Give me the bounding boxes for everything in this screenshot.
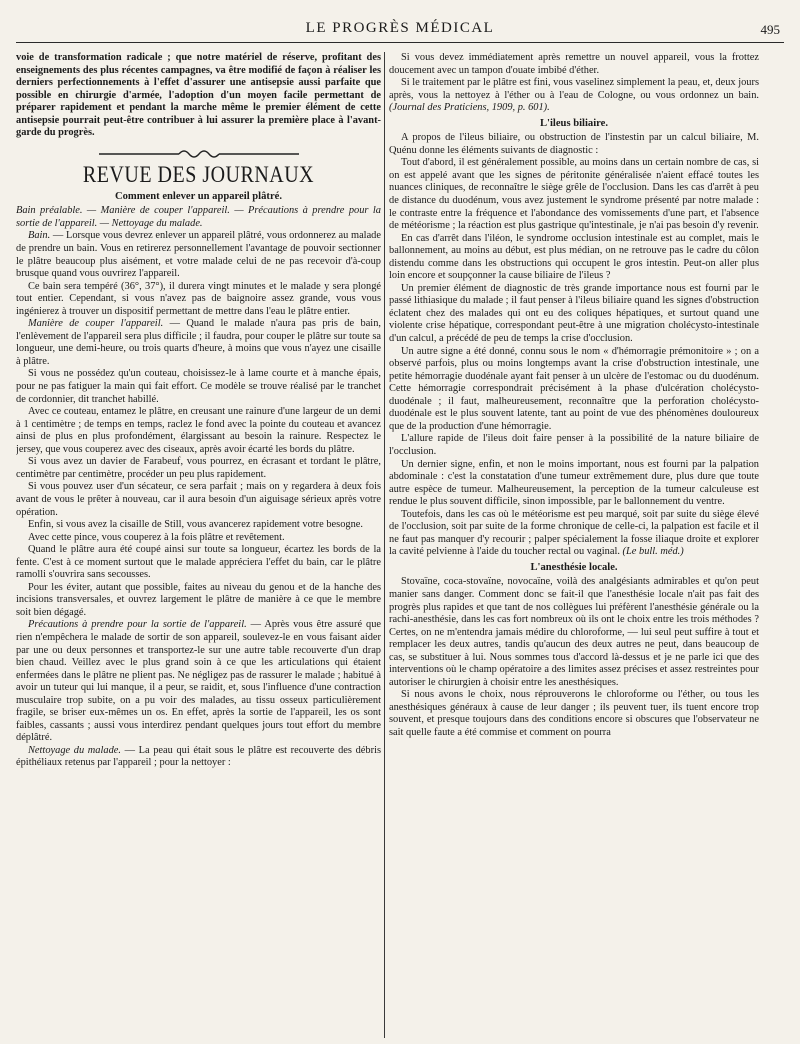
paragraph: Quand le plâtre aura été coupé ainsi sur toute sa longueur, écartez les bords de la fente. C'est à ce moment surtout que le malade appréciera l'effet du bain, car le plâtre ramolli s'ouvrira sans secousses. (16, 544, 381, 581)
paragraph: Si vous pouvez user d'un sécateur, ce sera parfait ; mais on y regardera à deux fois avant de vous le prêter à nouveau, car il aura besoin d'un aiguisage sérieux après votre opération. (16, 481, 381, 518)
source-citation: (Journal des Praticiens, 1909, p. 601). (389, 102, 550, 114)
section-title: REVUE DES JOURNAUX (82, 162, 315, 188)
ornament-divider (16, 147, 381, 161)
paragraph: Si vous avez un davier de Farabeuf, vous pourrez, en écrasant et tordant le plâtre, centimètre par centimètre, procéder un peu plus rapidement. (16, 456, 381, 480)
paragraph: Si nous avons le choix, nous réprouverons le chloroforme ou l'éther, ou tous les anesthésiques généraux à cause de leur danger ; ils peuvent tuer, ils tuent encore trop souvent, et presque toujours dans des conditions encore si obscures que l'observateur ne sait quelle faute a été commise et comment on pourra (389, 689, 759, 738)
paragraph: Bain. — Lorsque vous devrez enlever un appareil plâtré, vous ordonnerez au malade de prendre un bain. Vous en retirerez personnellement l'avantage de pouvoir sectionner le plâtre beaucoup plus aisément, et votre malade celui de ne pas recevoir d'à-coup brusque quand vous ouvrirez l'appareil. (16, 230, 381, 280)
paragraph: Pour les éviter, autant que possible, faites au niveau du genou et de la hanche des incisions transversales, et ouvrez largement le plâtre de manière à ce que le membre soit bien dégagé. (16, 581, 381, 618)
article-title: L'anesthésie locale. (530, 561, 618, 573)
article-title: L'ileus biliaire. (539, 117, 609, 129)
ornament-icon (99, 147, 299, 161)
paragraph: Si vous ne possédez qu'un couteau, choisissez-le à lame courte et à manche épais, pour ne pas fatiguer la main qui fait effort. Ce modèle se trouve réalisé par le tranchet de cordonnier, dit tranchet habillé. (16, 368, 381, 405)
paragraph: Avec ce couteau, entamez le plâtre, en creusant une rainure d'une largeur de un demi à 1 centimètre ; de temps en temps, raclez le fond avec la pointe du couteau et avancez ainsi de plus en plus profondément, élargissant au besoin la rainure. Respectez le jersey, que vous couperez avec des ciseaux, après avoir écarté les bords du plâtre. (16, 406, 381, 455)
paragraph: Précautions à prendre pour la sortie de l'appareil. — Après vous être assuré que rien n'empêchera le malade de sortir de son appareil, soulevez-le en vous faisant aider par une ou deux personnes et transportez-le sur une autre table recouverte d'un drap bien chaud. Veillez avec le plus grand soin à ce que les articulations qui étaient enfermées dans le plâtre ne plient pas. Ne négligez pas de rassurer le malade ; habitué à avoir un tuteur qui lui manque, il a peur, se raidit, et, sous l'influence d'une contraction musculaire trop subite, on a pu voir des malades, au tissu osseux particulièrement fragile, se briser eux-mêmes un os. En effet, après la sortie de l'appareil, les os sont faibles, cassants ; aussi vous interdirez pendant quelques jours tout effort du membre déplâtré. (16, 619, 381, 744)
journal-title: LE PROGRÈS MÉDICAL (305, 20, 495, 36)
paragraph: L'allure rapide de l'ileus doit faire penser à la possibilité de la nature biliaire de l'occlusion. (389, 433, 759, 457)
paragraph: Un premier élément de diagnostic de très grande importance nous est fourni par le passé lithiasique du malade ; il faut penser à l'ileus biliaire quand les signes d'obstruction éclatent chez des malades qui ont eu des coliques hépatiques, et surtout quand une violente crise hépatique, correspondant peut-être à une migration cholécysto-intestinale d'un calcul, a précédé de peu de temps la crise d'occlusion. (389, 282, 759, 345)
article-summary: Bain préalable. — Manière de couper l'appareil. — Précautions à prendre pour la sortie de l'appareil. — Nettoyage du malade. (16, 205, 381, 229)
paragraph: Toutefois, dans les cas où le météorisme est peu marqué, soit par suite du siège élevé de l'occlusion, soit par suite de la forme chronique de celle-ci, la palpation est facile et il ne faut pas manquer d'y recourir ; palper spécialement la fosse iliaque droite et explorer la cavité pelvienne à l'aide du toucher rectal ou vaginal. (Le bull. méd.) (389, 508, 759, 558)
paragraph: Enfin, si vous avez la cisaille de Still, vous avancerez rapidement votre besogne. (28, 519, 363, 531)
article-title: Comment enlever un appareil plâtré. (114, 190, 283, 202)
intro-paragraph: voie de transformation radicale ; que notre matériel de réserve, profitant des enseignements des plus récentes campagnes, va être modifié de façon à réaliser les derniers perfectionnements à l'effet d'assurer une antisepsie aussi parfaite que possible en chirurgie d'armée, l'adoption d'un moyen facile permettant de préparer rapidement et pendant la marche même le premier élément de cette antisepsie pourrait peut-être contribuer à lui assurer la première place à l'avant-garde du progrès. (16, 52, 381, 139)
paragraph: Manière de couper l'appareil. — Quand le malade n'aura pas pris de bain, l'enlèvement de l'appareil sera plus difficile ; il faudra, pour couper le plâtre sur toute sa longueur, une demi-heure, ou trois quarts d'heure, à moins que vous n'ayez une cisaille à plâtre. (16, 318, 381, 367)
paragraph: Un autre signe a été donné, connu sous le nom « d'hémorragie prémonitoire » ; on a observé parfois, plus ou moins longtemps avant la crise d'obstruction intestinale, une petite hémorragie duodénale ayant fait penser à un ulcère de l'estomac ou du duodénum. Cette hémorragie correspondrait précisément à la phase d'ulcération cholécysto-duodénale ; il faut, malheureusement, reconnaître que la perforation cholécysto-duodénale est le plus souvent latente, tant au point de vue des phénomènes douloureux que de la production d'une hémorragie. (389, 345, 759, 432)
paragraph: Nettoyage du malade. — La peau qui était sous le plâtre est recouverte des débris épithéliaux retenus par l'appareil ; pour la nettoyer : (16, 744, 381, 769)
paragraph: Tout d'abord, il est généralement possible, au moins dans un certain nombre de cas, si on est appelé avant que les signes de péritonite généralisée n'aient effacé toutes les nuances cliniques, de reconnaître le siège grêle de l'occlusion. Dans les cas d'arrêt à peu de distance du duodénum, vous avez justement le syndrome présenté par notre malade : le contraste entre la fréquence et l'abondance des vomissements d'une part, et l'absence de météorisme ; la réaction est plus gastrique qu'intestinale, je n'ai pas besoin d'y revenir. (389, 157, 759, 232)
right-column (389, 52, 759, 1040)
column-divider (384, 52, 385, 1038)
source-citation: (Le bull. méd.) (619, 546, 684, 558)
article-body (16, 230, 381, 770)
page-header (16, 16, 784, 43)
paragraph: Si le traitement par le plâtre est fini, vous vaselinez simplement la peau, et, deux jours après, vous la nettoyez à l'éther ou à l'eau de Cologne, ou vous ordonnez un bain. (Journal des Praticiens, 1909, p. 601). (389, 77, 759, 114)
left-column (16, 52, 381, 1040)
paragraph: Ce bain sera tempéré (36°, 37°), il durera vingt minutes et le malade y sera plongé tout entier. Cependant, si vous n'avez pas de baignoire assez grande, vous vous ingénierez à trouver un dispositif permettant de mettre dans l'eau le plâtre entier. (16, 280, 381, 317)
paragraph: A propos de l'ileus biliaire, ou obstruction de l'instestin par un calcul biliaire, M. Quénu donne les éléments suivants de diagnostic : (389, 132, 759, 156)
paragraph: Stovaïne, coca-stovaïne, novocaïne, voilà des analgésiants admirables et qu'on peut manier sans danger. Comment donc se fait-il que l'anesthésie locale n'ait pas fait des progrès plus rapides et que tant de nos collègues lui préfèrent l'anesthésie générale ou la rachi-anesthésie, dans les cas fort nombreux où ils ont le choix entre les trois méthodes ? Certes, on ne m'entendra jamais médire du chloroforme, — lui seul peut suffire à tout et remplacer les deux autres, tandis qu'aucun des deux autres ne peut, dans beaucoup de cas, se substituer à lui. Nous sommes tous d'accord là-dessus et je ne parle ici que des interventions où le champ opératoire a des limites assez précises et assez restreintes pour autoriser le chirurgien à choisir entre les anesthésiques. (389, 576, 759, 688)
paragraph: En cas d'arrêt dans l'iléon, le syndrome occlusion intestinale est au complet, mais le ballonnement, au moins au début, est plus médian, on ne retrouve pas le cadre du côlon distendu comme dans les obstructions qui occupent le gros intestin. Peut-on aller plus loin encore et soupçonner la cause biliaire de l'ileus ? (389, 232, 759, 282)
page-number: 495 (760, 22, 780, 37)
paragraph: Un dernier signe, enfin, et non le moins important, nous est fourni par la palpation abdominale : c'est la constatation d'une tumeur extrêmement dure, plus dure que toute autre espèce de tumeur. Malheureusement, la perception de la tumeur calculeuse est rendue le plus souvent difficile, sinon impossible, par le ballonnement du ventre. (389, 458, 759, 508)
paragraph: Si vous devez immédiatement après remettre un nouvel appareil, vous la frottez doucement avec un tampon d'ouate imbibé d'éther. (389, 52, 759, 76)
paragraph: Avec cette pince, vous couperez à la fois plâtre et revêtement. (28, 531, 285, 543)
